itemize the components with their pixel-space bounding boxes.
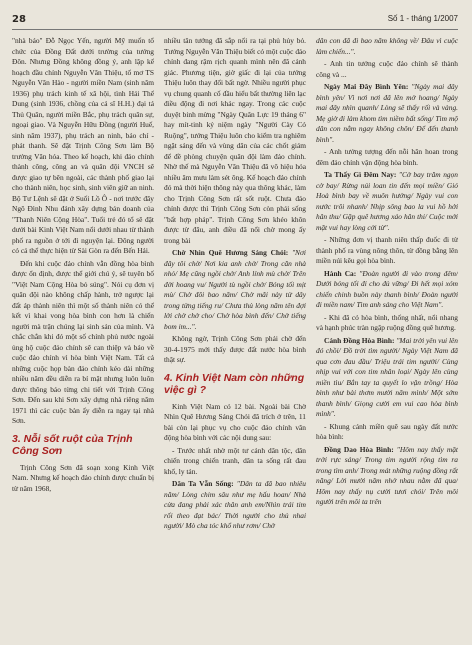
page-number: 28	[12, 14, 26, 25]
song-title: Chờ Nhìn Quê Hương Sáng Chói:	[172, 248, 289, 257]
paragraph: nhiều tân tướng đã sắp nổi ra tại phủ hủy bỏ. Tướng Nguyễn Văn Thiệu biết có một cuộc đảo chính đang rậm rịch quanh mình nên đã cảnh giác. Phương tiện, giờ giấc đi lại của tướng Thiệu luôn thay đổi bất ngờ. Nhiều người phục vụ chung quanh cố đầu hiểu bất thường liên lạc điều động đi nơi khác ngay. Trong các cuộc duyệt binh mừng "Ngày Quân Lực 19 tháng 6" hay mít-tinh kỷ niệm ngày "Người Cày Có Ruộng", tướng Thiệu luôn cho kiểm tra nghiêm ngặt sáng đến và vùng dân của các chốt giám để đề phòng chuyện quân đội làm đảo chính. Nhờ thế mà Nguyễn Văn Thiệu đã vô hiệu hóa nhiều âm mưu làm sét ông. Kế hoạch đảo chính đó mà thời hiện thông này qua thông khác, làm cho Trịnh Công Sơn rất sốt ruột. Chưa đảo chính được thì Trịnh Công Sơn còn phải sống "bất hợp pháp". Trịnh Công Sơn khéo khôn được từ đâu, anh điều đã nổi chờ mong ấy trong bài	[164, 36, 306, 245]
song-lyric: "Hôm nay thấy mặt trời rực sáng/ Trong tim người rộng tìm ra trong tìm anh/ Trong mát những ruộng đồng rất năng/ Lời mười năm nhớ nhau nằm đã qua/ Hôm nay thấy nụ cười tươi chói/ Trên môi người trên môi ta trên	[316, 444, 458, 506]
paragraph: - Anh tin tưởng cuộc đảo chính sẽ thành công và ...	[316, 59, 458, 79]
song-lyric: "Ngày mai đây bình yên/ Vì nơi nơi đã lên mở hoang/ Ngày mai đây nhìn quanh/ Lòng sẽ thấy rối và vàng. Mẹ giờ đi làm khom tìm niềm bất sống/ Tìm mộ dân con nằm ngay không chôn/ Để đến thanh bình".	[316, 82, 458, 144]
column-1	[12, 36, 154, 636]
song-title: Hành Ca:	[324, 268, 357, 278]
song-lyric: dân con đã đi bao năm không về/ Đâu vì cuộc làm chiến...".	[316, 36, 458, 56]
song-title: Dân Ta Vẫn Sống:	[172, 479, 234, 488]
article-columns	[12, 36, 458, 636]
header-rule	[12, 29, 458, 30]
paragraph: - Những đơn vị thanh niên thấp đuốc đi từ thành phố ra vùng nông thôn, từ đồng bằng lên miền núi kêu gọi hòa bình.	[316, 235, 458, 265]
song-title: Ta Thấy Gì Đêm Nay:	[324, 170, 397, 179]
section-heading: 3. Nỗi sốt ruột của Trịnh Công Sơn	[12, 432, 133, 457]
paragraph: Không ngờ, Trịnh Công Sơn phải chờ đến 30-4-1975 mới thấy được đất nước hòa bình thật sự.	[164, 334, 306, 364]
song-title: Đồng Dao Hòa Bình:	[324, 444, 394, 454]
paragraph: - Khung cảnh miền quê sau ngày đất nước hòa bình:	[316, 421, 458, 441]
column-3	[316, 36, 458, 636]
column-2	[164, 36, 306, 636]
paragraph: Trịnh Công Sơn đã soạn xong Kinh Việt Nam. Nhưng kế hoạch đảo chính được chuẩn bị từ năm 1968,	[12, 462, 154, 493]
paragraph: - Anh tưởng tượng đến nỗi hân hoan trong đêm đảo chính vận động hòa bình.	[316, 147, 458, 167]
section-heading: 4. Kinh Việt Nam còn những việc gì ?	[164, 371, 305, 396]
song-lyric: "Đoàn người đi vào trong đêm/ Dưới bóng tối đi cho đủ vững/ Đi hết mọi xóm chiến chinh buồn này thanh bình/ Đoàn người đi miền nam/ Tìm anh sáng cho Việt Nam".	[316, 268, 458, 309]
paragraph: Kinh Việt Nam có 12 bài. Ngoài bài Chờ Nhìn Quê Hương Sáng Chói đã trích ở trên, 11 bài còn lại phục vụ cho cuộc đảo chính vãn động hòa bình với các nội dung sau:	[164, 401, 306, 442]
song-lyric: "Nơi đây tôi chờ/ Nơi kia anh chờ/ Trong căn nhà nhỏ/ Mẹ cũng ngồi chờ/ Anh lính mù chờ/ Trên đời hoang vu/ Người tù ngồi chờ/ Bóng tối mịt mù/ Chờ đôi bao năm/ Chờ mãi này từ dây trong từng tiếng ru/ Chưa thủ lòng năm tên đợi lời chờ chờ cho/ Chờ hòa bình đến/ Chờ tiếng bom im...".	[164, 248, 306, 331]
song-title: Ngày Mai Đây Bình Yên:	[324, 82, 409, 91]
page-header	[12, 14, 458, 28]
issue-label: Số 1 - tháng 1/2007	[387, 14, 458, 23]
paragraph: Đến khi cuộc đảo chính vẫn đồng hòa bình được ổn định, được thể giới chú ý, sẽ tuyên bố "Việt Nam Cộng Hòa bỏ súng". Nói cụ đơn vị quân đội nào không chấp hành, trở ngược lại đất áp thành niên thì một số thành niên có thể kết vì khai vong hòa bình con hơn là chiến người mà trận chúng lại sinh sản của mình. Và chắc chắn khi đó một số chính phủ nước ngoài ủng hộ cuộc đảo chính sẽ can thiệp và báo về cuộc đảo chính vì hòa bình Việt Nam. Tất cả những cuộc họp bàn đảo chính kéo dài những nhiều năm đều diễn ra bí mật nhưng luôn luôn được thông báo từng chi tiết với Trịnh Công Sơn. Đến sau khi Sơn xây dựng nhà riêng năm 1971 thì các cuộc bàn ấy diễn ra ngay tại nhà Sơn.	[12, 258, 154, 425]
song-lyric: "Mai trời yên vui lên đó chồi/ Đồ trời tìm người/ Ngày Việt Nam đã qua cơn đau đầu/ Triệu trái tim người/ Cùng nhịp vui với con tim nhân loại/ Ngày lên cùng miền tìu/ Bắn tay ta quyết lo vận trồng/ Hòa bình như bài thơm mười năm mình/ Một sớm thanh bình/ Giọng cười em vui cao hòa bình mình".	[316, 335, 458, 418]
song-lyric: "Dân ta đã bao nhiêu năm/ Lòng chim sâu như mẹ hấu hoan/ Nhà cửa đang phải xác thân anh em/Nhìn trái tim rối theo đạt bác/ Thời người cho thủ nhai người/ Mò cha tóc khổ như rơm/ Chờ	[164, 479, 306, 530]
song-lyric: "Cờ bay trăm ngọn cờ bay/ Rừng núi loan tin đến mọi miền/ Gió Hoà bình bay về muôn hướng/ Ngày vui con nước trôi nhanh/ Nhịp sông bao la vui hồ hởi hân thu/ Gặp quê hương xáo hân thi/ Cuộc mới mặt vui hay lòng cởi từ".	[316, 170, 458, 232]
paragraph: - Khi đã có hòa bình, thống nhất, nổi nhang và hạnh phúc tràn ngập ruộng đồng quê hương.	[316, 312, 458, 332]
paragraph: "nhà báo" Đỗ Ngọc Yến, người Mỹ muốn tổ chức của Đồng Đất dưới trường của tướng Đôn. Nhưng Đồng không đồng ý, anh lập kế hoạch đầu chính Nguyễn Văn Thiệu, tổ mơ TS Nguyễn Văn Hào - người miền Nam (sinh năm 1936) phụ trách kinh tế xã hội, tình Hải Thế Dung (sinh 1936, chồng của cá sĩ H.H.) đại tá Thủ Quân, người miền Bắc, phụ trách quân sự, ngoại giao. Và Nguyễn Hữu Đồng (người Huế, sinh năm 1937), phụ trách an ninh, báo chí - phát thanh. Sẽ đặt Trịnh Công Sơn làm Bộ trưởng Văn hóa. Theo kế hoạch, khi đảo chính thành công, công an và quân đội VNCH sẽ được giao tự bên ngoài, các thành phố giao lại cho thành niên, học sinh, sinh viên giữ an ninh. Bộ Tư Lệnh sẽ đặt ở Suối Lồ Ô - nơi trước đây Ngô Đình Nhu đánh xây dựng bản doanh của "Thanh Niên Cộng Hòa". Tuổi trẻ đó tổ sẽ đặt dưới bài Kinh Việt Nam nổi dưới nhau từ thành phố ra nguồn ở tới đi nguyện lại. Đông người có cả thể thực hiện từ Sài Gòn ra đến Bến Hải.	[12, 36, 154, 255]
paragraph: - Trước nhất nhờ một tư cảnh dân tộc, dân chiến trong chiến tranh, dân ta sống rất đau khổ, ly tán.	[164, 445, 306, 476]
song-title: Cánh Đồng Hòa Bình:	[324, 335, 395, 345]
